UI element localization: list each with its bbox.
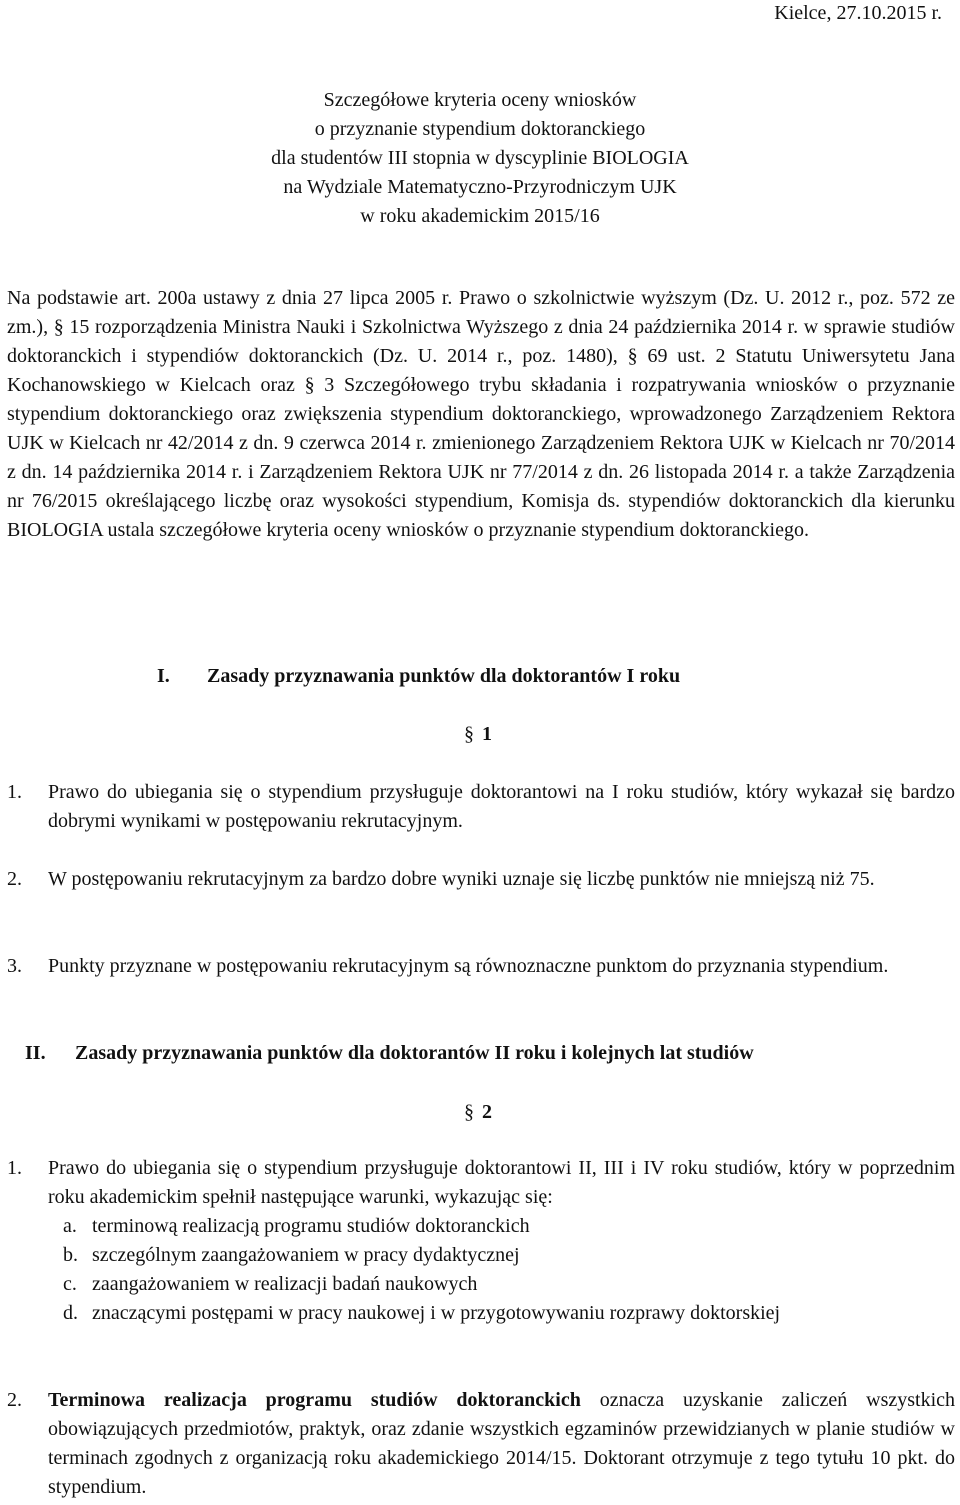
item-number: 2. bbox=[7, 868, 22, 890]
section-2-item-2 bbox=[7, 1386, 955, 1502]
section-2-item-1 bbox=[7, 1154, 955, 1212]
subitem-text: znaczącymi postępami w pracy naukowej i w przygotowywaniu rozprawy doktorskiej bbox=[92, 1302, 781, 1324]
subitem-letter: d. bbox=[63, 1302, 78, 1324]
paragraph-2-number: 2 bbox=[482, 1101, 492, 1123]
subitem-c bbox=[63, 1270, 955, 1299]
subitem-text: szczególnym zaangażowaniem w pracy dydaktycznej bbox=[92, 1244, 520, 1266]
title-line-1: Szczegółowe kryteria oceny wniosków bbox=[323, 89, 637, 111]
item-text: Punkty przyznane w postępowaniu rekrutacyjnym są równoznaczne punktom do przyznania stypendium. bbox=[48, 955, 889, 977]
item-number: 1. bbox=[7, 1157, 22, 1179]
paragraph-2-sign bbox=[464, 1098, 492, 1126]
item-number: 3. bbox=[7, 955, 22, 977]
section-1-item-3 bbox=[7, 952, 955, 981]
section-2-number: II. bbox=[25, 1042, 46, 1064]
section-sign-icon: § bbox=[464, 1101, 474, 1123]
item-bold-lead: Terminowa realizacja programu studiów doktoranckich bbox=[48, 1389, 581, 1411]
subitem-d bbox=[63, 1299, 955, 1328]
section-1-number: I. bbox=[157, 665, 170, 687]
title-line-4: na Wydziale Matematyczno-Przyrodniczym UJK bbox=[283, 176, 677, 198]
section-2-title: Zasady przyznawania punktów dla doktorantów II roku i kolejnych lat studiów bbox=[75, 1042, 754, 1064]
paragraph-1-sign bbox=[464, 720, 492, 748]
subitem-letter: c. bbox=[63, 1273, 77, 1295]
section-1-item-1 bbox=[7, 778, 955, 836]
place-date: Kielce, 27.10.2015 r. bbox=[774, 2, 942, 24]
paragraph-1-number: 1 bbox=[482, 723, 492, 745]
section-1-heading bbox=[157, 662, 680, 691]
subitem-letter: a. bbox=[63, 1215, 77, 1237]
document-title bbox=[0, 86, 960, 231]
item-body: oznacza uzyskanie zaliczeń wszystkich obowiązujących przedmiotów, praktyk, oraz zdanie wszystkich egzaminów przewidzianych w planie studiów w terminach zgodnych z organizacją roku akademickiego 2014/15. Doktorant otrzymuje z tego tytułu 10 pkt. do stypendium. bbox=[48, 1389, 955, 1498]
item-number: 2. bbox=[7, 1389, 22, 1411]
section-2-heading bbox=[25, 1039, 754, 1068]
subitem-a bbox=[63, 1212, 955, 1241]
item-text: Prawo do ubiegania się o stypendium przysługuje doktorantowi II, III i IV roku studiów, który w poprzednim roku akademickim spełnił następujące warunki, wykazując się: bbox=[48, 1157, 955, 1208]
item-text: Prawo do ubiegania się o stypendium przysługuje doktorantowi na I roku studiów, który wykazał się bardzo dobrymi wynikami w postępowaniu rekrutacyjnym. bbox=[48, 781, 955, 832]
title-line-3: dla studentów III stopnia w dyscyplinie BIOLOGIA bbox=[271, 147, 689, 169]
item-text bbox=[48, 1386, 955, 1502]
title-line-5: w roku akademickim 2015/16 bbox=[360, 205, 600, 227]
title-line-2: o przyznanie stypendium doktoranckiego bbox=[314, 118, 646, 140]
section-1-title: Zasady przyznawania punktów dla doktorantów I roku bbox=[207, 665, 681, 687]
subitem-b bbox=[63, 1241, 955, 1270]
subitem-text: terminową realizacją programu studiów doktoranckich bbox=[92, 1215, 530, 1237]
item-number: 1. bbox=[7, 781, 22, 803]
subitem-letter: b. bbox=[63, 1244, 78, 1266]
item-text: W postępowaniu rekrutacyjnym za bardzo dobre wyniki uznaje się liczbę punktów nie mniejszą niż 75. bbox=[48, 868, 875, 890]
subitem-text: zaangażowaniem w realizacji badań naukowych bbox=[92, 1273, 478, 1295]
section-1-item-2 bbox=[7, 865, 955, 894]
intro-paragraph: Na podstawie art. 200a ustawy z dnia 27 lipca 2005 r. Prawo o szkolnictwie wyższym (Dz. U. 2012 r., poz. 572 ze zm.), § 15 rozporządzenia Ministra Nauki i Szkolnictwa Wyższego z dnia 24 października 2014 r. w sprawie studiów doktoranckich i stypendiów doktoranckich (Dz. U. 2014 r., poz. 1480), § 69 ust. 2 Statutu Uniwersytetu Jana Kochanowskiego w Kielcach oraz § 3 Szczegółowego trybu składania i rozpatrywania wniosków o przyznanie stypendium doktoranckiego oraz zwiększenia stypendium doktoranckiego, wprowadzonego Zarządzeniem Rektora UJK w Kielcach nr 42/2014 z dn. 9 czerwca 2014 r. zmienionego Zarządzeniem Rektora UJK w Kielcach nr 70/2014 z dn. 14 października 2014 r. i Zarządzeniem Rektora UJK nr 77/2014 z dn. 26 listopada 2014 r. a także Zarządzenia nr 76/2015 określającego liczbę oraz wysokości stypendium, Komisja ds. stypendiów doktoranckich dla kierunku BIOLOGIA ustala szczegółowe kryteria oceny wniosków o przyznanie stypendium doktoranckiego. bbox=[7, 287, 955, 541]
section-sign-icon: § bbox=[464, 723, 474, 745]
